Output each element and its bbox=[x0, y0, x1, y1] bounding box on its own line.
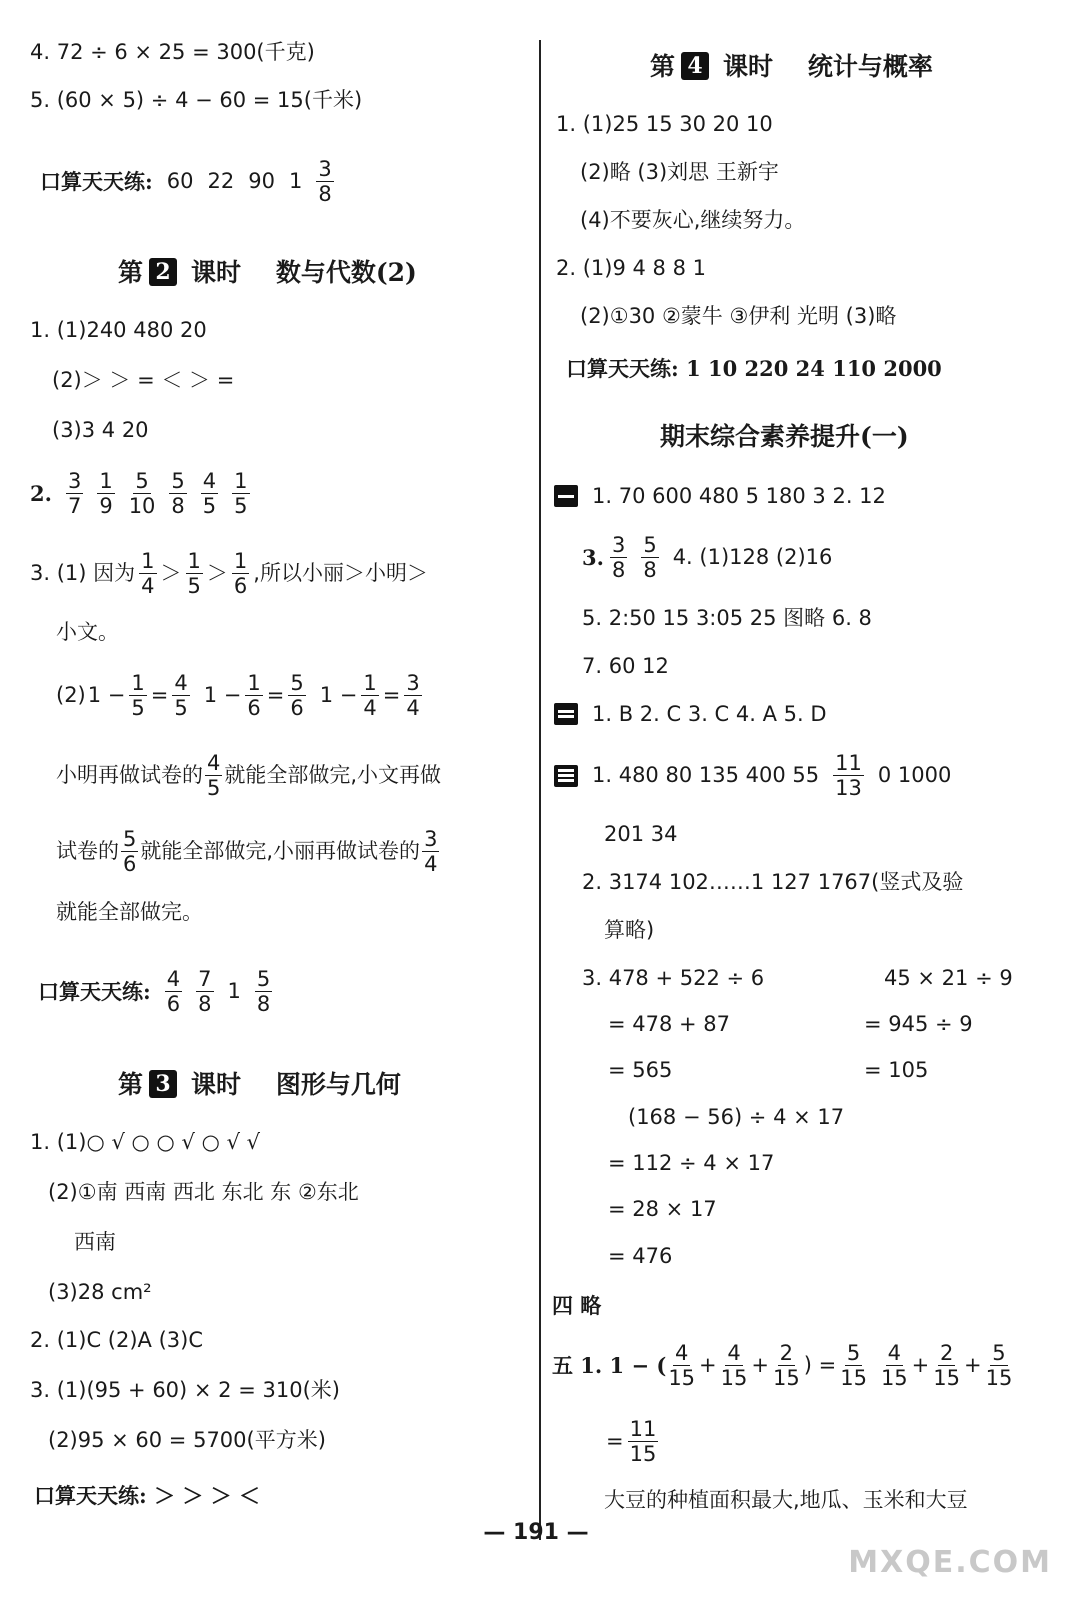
answer-line: (3)3 4 20 bbox=[52, 418, 149, 442]
section-heading: 期末综合素养提升(一) bbox=[660, 422, 909, 451]
answer-line: 5. 2:50 15 3:05 25 图略 6. 8 bbox=[582, 606, 872, 630]
answer-line: = 476 bbox=[608, 1244, 673, 1268]
answer-line: (2)略 (3)刘思 王新宇 bbox=[580, 160, 779, 184]
page-number: — 191 — bbox=[483, 1520, 589, 1545]
answer-line: (4)不要灰心,继续努力。 bbox=[580, 208, 806, 232]
answer-line: 1. (1)25 15 30 20 10 bbox=[556, 112, 773, 136]
answer-line: 5. (60 × 5) ÷ 4 − 60 = 15(千米) bbox=[30, 88, 363, 112]
answer-line: 试卷的 $\frac{5}{6}$ 就能全部做完,小丽再做试卷的 $\frac{3}{4}$ bbox=[56, 827, 438, 877]
answer-line: 大豆的种植面积最大,地瓜、玉米和大豆 bbox=[604, 1488, 968, 1512]
answer-line: = $\frac{11}{15}$ bbox=[606, 1417, 657, 1467]
answer-line: 2. 3174 102……1 127 1767(竖式及验 bbox=[582, 870, 964, 894]
section-heading: 第 4 课时 统计与概率 bbox=[650, 51, 933, 81]
answer-line: 四 略 bbox=[552, 1293, 602, 1318]
answer-line: = 565 bbox=[608, 1058, 673, 1082]
answer-line: 4. 72 ÷ 6 × 25 = 300(千克) bbox=[30, 40, 315, 64]
section-heading: 第 2 课时 数与代数(2) bbox=[118, 257, 417, 287]
fraction-row: 2. $\frac{3}{7}$ $\frac{1}{9}$ $\frac{5}{10}$ $\frac{5}{8}$ $\frac{4}{5}$ $\frac{1}{5}$ bbox=[30, 469, 248, 519]
answer-line: 45 × 21 ÷ 9 bbox=[884, 966, 1013, 990]
answer-line: 五 1. 1 − ( $\frac{4}{15}$ + $\frac{4}{15}$ + $\frac{2}{15}$ ) = $\frac{5}{15}$ $\frac{4}{15}$ + $\frac{2}{15}$ + $\frac{5}{15}$ bbox=[552, 1341, 1013, 1391]
answer-line: 算略) bbox=[604, 918, 655, 942]
answer-line: 1. B 2. C 3. C 4. A 5. D bbox=[554, 703, 841, 725]
right-column bbox=[542, 0, 1072, 1560]
section-three-icon bbox=[554, 765, 578, 787]
answer-line: 2. (1)9 4 8 8 1 bbox=[556, 256, 706, 280]
oral-practice: 口算天天练: 1 10 220 24 110 2000 bbox=[566, 356, 942, 381]
answer-line: (2)＞ ＞ = ＜ ＞ = bbox=[52, 368, 235, 392]
answer-line: 1. 480 80 135 400 55 $\frac{11}{13}$ 0 1000 bbox=[554, 752, 965, 799]
answer-line: (2) 1 − $\frac{1}{5}$ = $\frac{4}{5}$ 1 − $\frac{1}{6}$ = $\frac{5}{6}$ 1 − $\frac{1}{4}$ = $\frac{3}{4}$ bbox=[56, 671, 420, 721]
answer-line: 3. (1) 因为 $\frac{1}{4}$ ＞ $\frac{1}{5}$ ＞ $\frac{1}{6}$ ,所以小丽＞小明＞ bbox=[30, 549, 428, 599]
oral-practice: 口算天天练: $\frac{4}{6}$ $\frac{7}{8}$ 1 $\frac{5}{8}$ bbox=[38, 967, 271, 1017]
answer-line: = 945 ÷ 9 bbox=[864, 1012, 973, 1036]
fraction: $\frac{3}{8}$ bbox=[318, 157, 332, 207]
answer-line: 1. (1)240 480 20 bbox=[30, 318, 207, 342]
answer-line: (168 − 56) ÷ 4 × 17 bbox=[628, 1105, 845, 1129]
section-heading: 第 3 课时 图形与几何 bbox=[118, 1069, 401, 1099]
answer-line: 201 34 bbox=[604, 822, 678, 846]
answer-line: = 478 + 87 bbox=[608, 1012, 731, 1036]
answer-line: 小文。 bbox=[56, 620, 119, 644]
answer-line: (2)①30 ②蒙牛 ③伊利 光明 (3)略 bbox=[580, 304, 897, 328]
answer-line: (2)95 × 60 = 5700(平方米) bbox=[48, 1428, 326, 1452]
answer-line: 7. 60 12 bbox=[582, 654, 669, 678]
answer-line: 就能全部做完。 bbox=[56, 900, 203, 924]
oral-practice: 口算天天练: 60 22 90 1 $\frac{3}{8}$ bbox=[40, 157, 332, 207]
answer-line: 3. 478 + 522 ÷ 6 bbox=[582, 966, 765, 990]
answer-line: = 112 ÷ 4 × 17 bbox=[608, 1151, 775, 1175]
answer-line: (3)28 cm² bbox=[48, 1280, 152, 1304]
answer-line: 2. (1)C (2)A (3)C bbox=[30, 1328, 203, 1352]
watermark: MXQE.COM bbox=[848, 1545, 1052, 1580]
section-one-icon bbox=[554, 485, 578, 507]
section-two-icon bbox=[554, 703, 578, 725]
answer-line: 小明再做试卷的 $\frac{4}{5}$ 就能全部做完,小文再做 bbox=[56, 751, 442, 801]
answer-line: = 105 bbox=[864, 1058, 929, 1082]
answer-line: 1. (1)○ √ ○ ○ √ ○ √ √ bbox=[30, 1130, 261, 1154]
left-column bbox=[0, 0, 540, 1560]
answer-line: (2)①南 西南 西北 东北 东 ②东北 bbox=[48, 1180, 359, 1204]
answer-line: = 28 × 17 bbox=[608, 1197, 717, 1221]
answer-line: 3. (1)(95 + 60) × 2 = 310(米) bbox=[30, 1378, 340, 1402]
answer-line: 西南 bbox=[74, 1230, 116, 1254]
answer-line: 1. 70 600 480 5 180 3 2. 12 bbox=[554, 485, 900, 507]
oral-practice: 口算天天练: ＞ ＞ ＞ ＜ bbox=[34, 1483, 260, 1508]
answer-line: 3. $\frac{3}{8}$ $\frac{5}{8}$ 4. (1)128 (2)16 bbox=[582, 533, 833, 583]
